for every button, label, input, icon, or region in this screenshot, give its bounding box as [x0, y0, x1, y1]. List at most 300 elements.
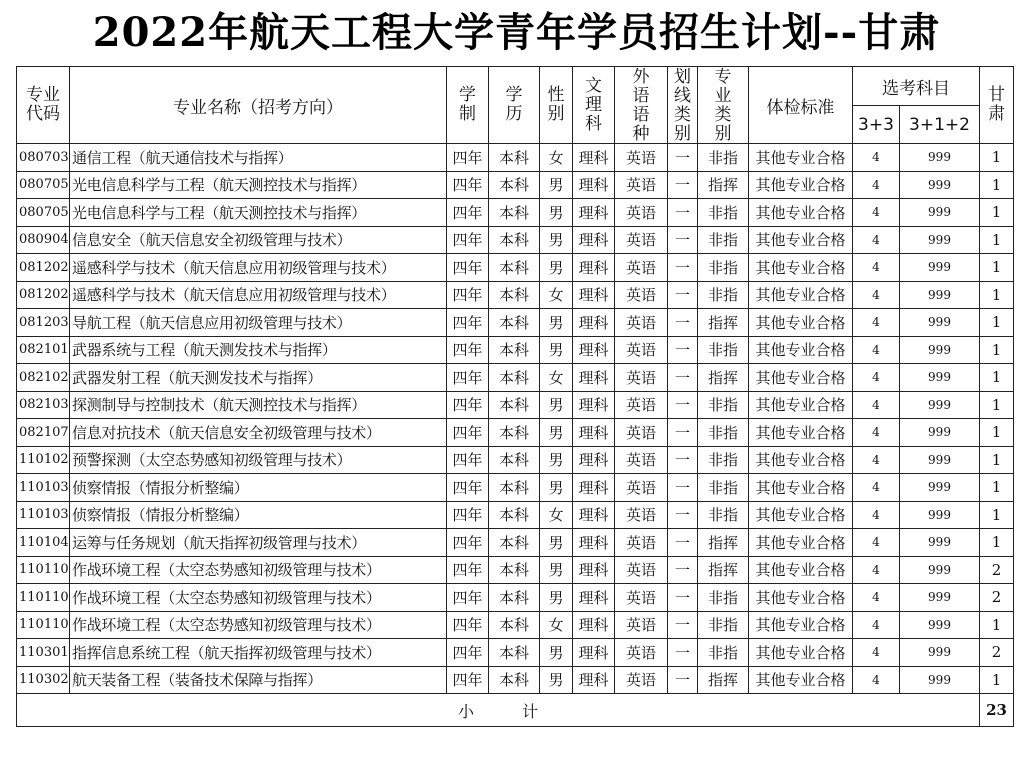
- cell-batch: 一: [668, 364, 698, 392]
- cell-duration: 四年: [447, 226, 489, 254]
- cell-code: 081202: [17, 281, 70, 309]
- cell-track: 理科: [573, 391, 615, 419]
- table-row: [17, 501, 1014, 529]
- cell-subj-3-1-2: 999: [900, 501, 980, 529]
- cell-degree: 本科: [489, 171, 540, 199]
- cell-batch: 一: [668, 281, 698, 309]
- cell-code: 110302: [17, 666, 70, 694]
- cell-name: 武器系统与工程（航天测发技术与指挥）: [70, 336, 447, 364]
- cell-name: 指挥信息系统工程（航天指挥初级管理与技术）: [70, 639, 447, 667]
- cell-physical: 其他专业合格: [749, 556, 853, 584]
- cell-degree: 本科: [489, 501, 540, 529]
- cell-duration: 四年: [447, 446, 489, 474]
- cell-degree: 本科: [489, 199, 540, 227]
- table-row: [17, 364, 1014, 392]
- cell-category: 非指: [698, 419, 749, 447]
- cell-gender: 男: [540, 584, 573, 612]
- table-row: [17, 391, 1014, 419]
- cell-subj-3-1-2: 999: [900, 199, 980, 227]
- header-batch: [668, 67, 698, 144]
- cell-subj-3-1-2: 999: [900, 611, 980, 639]
- cell-category: 非指: [698, 446, 749, 474]
- cell-code: 082102: [17, 364, 70, 392]
- table-row: [17, 309, 1014, 337]
- cell-duration: 四年: [447, 364, 489, 392]
- cell-subj-3-1-2: 999: [900, 529, 980, 557]
- cell-quota: 1: [980, 281, 1014, 309]
- header-gender: [540, 67, 573, 144]
- cell-language: 英语: [615, 281, 668, 309]
- cell-degree: 本科: [489, 556, 540, 584]
- subtotal-label: [17, 694, 980, 727]
- cell-physical: 其他专业合格: [749, 501, 853, 529]
- cell-duration: 四年: [447, 529, 489, 557]
- cell-subj-3-3: 4: [853, 584, 900, 612]
- cell-batch: 一: [668, 446, 698, 474]
- cell-category: 非指: [698, 336, 749, 364]
- cell-subj-3-1-2: 999: [900, 144, 980, 172]
- cell-subj-3-3: 4: [853, 529, 900, 557]
- cell-gender: 男: [540, 171, 573, 199]
- cell-gender: 男: [540, 666, 573, 694]
- header-track: [573, 67, 615, 144]
- cell-name: 通信工程（航天通信技术与指挥）: [70, 144, 447, 172]
- cell-category: 非指: [698, 584, 749, 612]
- table-row: [17, 584, 1014, 612]
- cell-batch: 一: [668, 501, 698, 529]
- cell-gender: 男: [540, 419, 573, 447]
- cell-subj-3-3: 4: [853, 446, 900, 474]
- cell-physical: 其他专业合格: [749, 364, 853, 392]
- header-code-line1: 专业: [26, 85, 60, 105]
- cell-name: 光电信息科学与工程（航天测控技术与指挥）: [70, 171, 447, 199]
- cell-track: 理科: [573, 419, 615, 447]
- cell-gender: 男: [540, 556, 573, 584]
- cell-code: 082101: [17, 336, 70, 364]
- header-language-clip: [615, 68, 667, 142]
- cell-language: 英语: [615, 639, 668, 667]
- header-name: 专业名称（招考方向）: [70, 67, 447, 144]
- cell-subj-3-1-2: 999: [900, 309, 980, 337]
- cell-duration: 四年: [447, 281, 489, 309]
- cell-duration: 四年: [447, 144, 489, 172]
- cell-category: 非指: [698, 254, 749, 282]
- cell-subj-3-1-2: 999: [900, 556, 980, 584]
- cell-subj-3-3: 4: [853, 281, 900, 309]
- cell-subj-3-3: 4: [853, 639, 900, 667]
- cell-code: 081202: [17, 254, 70, 282]
- cell-quota: 1: [980, 199, 1014, 227]
- cell-physical: 其他专业合格: [749, 666, 853, 694]
- cell-batch: 一: [668, 391, 698, 419]
- cell-subj-3-1-2: 999: [900, 254, 980, 282]
- cell-name: 遥感科学与技术（航天信息应用初级管理与技术）: [70, 281, 447, 309]
- cell-subj-3-1-2: 999: [900, 364, 980, 392]
- header-category-line3: 类: [714, 105, 732, 125]
- cell-language: 英语: [615, 474, 668, 502]
- table-row: [17, 611, 1014, 639]
- header-category-line2: 业: [714, 86, 732, 106]
- header-duration-line1: 学: [459, 85, 476, 105]
- cell-language: 英语: [615, 584, 668, 612]
- cell-subj-3-3: 4: [853, 336, 900, 364]
- header-language-line1: 外: [632, 68, 650, 87]
- cell-name: 导航工程（航天信息应用初级管理与技术）: [70, 309, 447, 337]
- cell-degree: 本科: [489, 281, 540, 309]
- cell-subj-3-1-2: 999: [900, 474, 980, 502]
- header-subj-3-3: 3+3: [853, 106, 900, 144]
- cell-degree: 本科: [489, 639, 540, 667]
- cell-duration: 四年: [447, 199, 489, 227]
- cell-language: 英语: [615, 446, 668, 474]
- header-subjects-group: 选考科目: [853, 67, 980, 106]
- cell-gender: 女: [540, 611, 573, 639]
- cell-category: 指挥: [698, 666, 749, 694]
- cell-language: 英语: [615, 336, 668, 364]
- header-duration-line2: 制: [459, 104, 476, 124]
- cell-subj-3-1-2: 999: [900, 584, 980, 612]
- cell-subj-3-3: 4: [853, 171, 900, 199]
- header-quota-line2: 肃: [988, 104, 1005, 124]
- header-batch-line1: 划: [674, 68, 691, 87]
- cell-batch: 一: [668, 419, 698, 447]
- header-language-line2: 语: [632, 86, 650, 106]
- cell-gender: 男: [540, 446, 573, 474]
- cell-code: 110110: [17, 611, 70, 639]
- cell-degree: 本科: [489, 226, 540, 254]
- header-language-line3: 语: [632, 105, 650, 125]
- cell-batch: 一: [668, 199, 698, 227]
- cell-name: 预警探测（太空态势感知初级管理与技术）: [70, 446, 447, 474]
- cell-category: 指挥: [698, 556, 749, 584]
- cell-category: 指挥: [698, 171, 749, 199]
- cell-quota: 1: [980, 391, 1014, 419]
- cell-duration: 四年: [447, 556, 489, 584]
- cell-degree: 本科: [489, 446, 540, 474]
- header-duration: [447, 67, 489, 144]
- cell-gender: 女: [540, 501, 573, 529]
- table-row: [17, 226, 1014, 254]
- cell-physical: 其他专业合格: [749, 144, 853, 172]
- cell-batch: 一: [668, 556, 698, 584]
- table-row: [17, 171, 1014, 199]
- cell-quota: 1: [980, 419, 1014, 447]
- cell-category: 非指: [698, 226, 749, 254]
- cell-name: 遥感科学与技术（航天信息应用初级管理与技术）: [70, 254, 447, 282]
- cell-name: 探测制导与控制技术（航天测控技术与指挥）: [70, 391, 447, 419]
- cell-degree: 本科: [489, 144, 540, 172]
- header-track-line3: 科: [585, 113, 602, 134]
- cell-language: 英语: [615, 611, 668, 639]
- cell-subj-3-3: 4: [853, 474, 900, 502]
- cell-gender: 男: [540, 254, 573, 282]
- cell-subj-3-1-2: 999: [900, 446, 980, 474]
- cell-category: 指挥: [698, 529, 749, 557]
- table-row: [17, 529, 1014, 557]
- header-batch-line3: 类: [674, 105, 691, 125]
- cell-language: 英语: [615, 666, 668, 694]
- cell-batch: 一: [668, 474, 698, 502]
- cell-subj-3-1-2: 999: [900, 226, 980, 254]
- cell-subj-3-1-2: 999: [900, 281, 980, 309]
- cell-track: 理科: [573, 199, 615, 227]
- cell-degree: 本科: [489, 309, 540, 337]
- cell-code: 110103: [17, 474, 70, 502]
- cell-language: 英语: [615, 226, 668, 254]
- cell-quota: 1: [980, 336, 1014, 364]
- header-language-line4: 种: [632, 124, 650, 142]
- header-category: [698, 67, 749, 144]
- cell-language: 英语: [615, 556, 668, 584]
- cell-track: 理科: [573, 446, 615, 474]
- cell-code: 110110: [17, 556, 70, 584]
- cell-name: 信息安全（航天信息安全初级管理与技术）: [70, 226, 447, 254]
- cell-name: 航天装备工程（装备技术保障与指挥）: [70, 666, 447, 694]
- cell-degree: 本科: [489, 474, 540, 502]
- cell-track: 理科: [573, 254, 615, 282]
- cell-degree: 本科: [489, 391, 540, 419]
- cell-physical: 其他专业合格: [749, 391, 853, 419]
- cell-physical: 其他专业合格: [749, 474, 853, 502]
- header-quota: [980, 67, 1014, 144]
- cell-subj-3-3: 4: [853, 501, 900, 529]
- cell-quota: 1: [980, 254, 1014, 282]
- cell-gender: 女: [540, 281, 573, 309]
- cell-batch: 一: [668, 639, 698, 667]
- cell-duration: 四年: [447, 419, 489, 447]
- header-category-line4: 别: [714, 124, 732, 142]
- table-row: [17, 419, 1014, 447]
- cell-subj-3-1-2: 999: [900, 639, 980, 667]
- cell-category: 非指: [698, 281, 749, 309]
- cell-track: 理科: [573, 501, 615, 529]
- cell-duration: 四年: [447, 611, 489, 639]
- cell-subj-3-3: 4: [853, 226, 900, 254]
- cell-duration: 四年: [447, 336, 489, 364]
- cell-name: 侦察情报（情报分析整编）: [70, 474, 447, 502]
- cell-gender: 男: [540, 529, 573, 557]
- cell-subj-3-3: 4: [853, 391, 900, 419]
- cell-batch: 一: [668, 584, 698, 612]
- cell-degree: 本科: [489, 336, 540, 364]
- cell-track: 理科: [573, 529, 615, 557]
- cell-name: 运筹与任务规划（航天指挥初级管理与技术）: [70, 529, 447, 557]
- header-subj-3-1-2: 3+1+2: [900, 106, 980, 144]
- cell-track: 理科: [573, 281, 615, 309]
- cell-track: 理科: [573, 364, 615, 392]
- cell-code: 080904: [17, 226, 70, 254]
- cell-track: 理科: [573, 611, 615, 639]
- cell-degree: 本科: [489, 364, 540, 392]
- table-row: [17, 666, 1014, 694]
- cell-degree: 本科: [489, 254, 540, 282]
- cell-batch: 一: [668, 309, 698, 337]
- subtotal-row: [17, 694, 1014, 727]
- cell-code: 082103: [17, 391, 70, 419]
- cell-gender: 男: [540, 639, 573, 667]
- cell-physical: 其他专业合格: [749, 639, 853, 667]
- cell-batch: 一: [668, 611, 698, 639]
- table-row: [17, 446, 1014, 474]
- cell-duration: 四年: [447, 171, 489, 199]
- cell-language: 英语: [615, 419, 668, 447]
- cell-quota: 1: [980, 529, 1014, 557]
- cell-subj-3-3: 4: [853, 199, 900, 227]
- cell-quota: 2: [980, 556, 1014, 584]
- cell-physical: 其他专业合格: [749, 254, 853, 282]
- cell-language: 英语: [615, 309, 668, 337]
- header-gender-line2: 别: [547, 104, 565, 124]
- cell-code: 110110: [17, 584, 70, 612]
- cell-physical: 其他专业合格: [749, 199, 853, 227]
- cell-physical: 其他专业合格: [749, 529, 853, 557]
- table-row: [17, 199, 1014, 227]
- cell-track: 理科: [573, 336, 615, 364]
- cell-quota: 1: [980, 446, 1014, 474]
- cell-code: 110104: [17, 529, 70, 557]
- cell-category: 非指: [698, 391, 749, 419]
- cell-physical: 其他专业合格: [749, 419, 853, 447]
- cell-category: 指挥: [698, 309, 749, 337]
- cell-language: 英语: [615, 171, 668, 199]
- cell-quota: 1: [980, 666, 1014, 694]
- cell-track: 理科: [573, 171, 615, 199]
- cell-category: 指挥: [698, 364, 749, 392]
- cell-physical: 其他专业合格: [749, 446, 853, 474]
- cell-subj-3-3: 4: [853, 364, 900, 392]
- cell-code: 110103: [17, 501, 70, 529]
- cell-code: 080703: [17, 144, 70, 172]
- cell-quota: 1: [980, 171, 1014, 199]
- cell-category: 非指: [698, 611, 749, 639]
- cell-subj-3-1-2: 999: [900, 666, 980, 694]
- cell-language: 英语: [615, 199, 668, 227]
- cell-batch: 一: [668, 254, 698, 282]
- cell-physical: 其他专业合格: [749, 226, 853, 254]
- cell-physical: 其他专业合格: [749, 584, 853, 612]
- cell-language: 英语: [615, 501, 668, 529]
- cell-subj-3-3: 4: [853, 254, 900, 282]
- cell-duration: 四年: [447, 666, 489, 694]
- table-row: [17, 336, 1014, 364]
- cell-subj-3-3: 4: [853, 419, 900, 447]
- cell-degree: 本科: [489, 666, 540, 694]
- cell-language: 英语: [615, 391, 668, 419]
- cell-category: 非指: [698, 474, 749, 502]
- cell-gender: 男: [540, 226, 573, 254]
- header-code-line2: 代码: [26, 104, 60, 124]
- cell-quota: 2: [980, 639, 1014, 667]
- subtotal-label-text: 小计: [457, 701, 586, 721]
- subtotal-total: 23: [980, 694, 1014, 727]
- cell-name: 光电信息科学与工程（航天测控技术与指挥）: [70, 199, 447, 227]
- cell-subj-3-3: 4: [853, 611, 900, 639]
- cell-batch: 一: [668, 226, 698, 254]
- cell-quota: 1: [980, 474, 1014, 502]
- cell-gender: 男: [540, 199, 573, 227]
- cell-quota: 1: [980, 501, 1014, 529]
- cell-duration: 四年: [447, 474, 489, 502]
- cell-batch: 一: [668, 171, 698, 199]
- cell-gender: 男: [540, 474, 573, 502]
- enrollment-plan-table: [16, 66, 1014, 727]
- header-batch-clip: [668, 68, 697, 142]
- cell-name: 信息对抗技术（航天信息安全初级管理与技术）: [70, 419, 447, 447]
- header-degree-line1: 学: [505, 85, 523, 105]
- cell-subj-3-3: 4: [853, 144, 900, 172]
- cell-quota: 1: [980, 144, 1014, 172]
- cell-category: 非指: [698, 199, 749, 227]
- cell-degree: 本科: [489, 584, 540, 612]
- cell-batch: 一: [668, 666, 698, 694]
- cell-gender: 女: [540, 364, 573, 392]
- header-code: [17, 67, 70, 144]
- cell-code: 110301: [17, 639, 70, 667]
- cell-category: 非指: [698, 144, 749, 172]
- header-physical: 体检标准: [749, 67, 853, 144]
- header-quota-line1: 甘: [988, 85, 1005, 105]
- header-batch-line2: 线: [674, 86, 691, 106]
- cell-track: 理科: [573, 144, 615, 172]
- cell-duration: 四年: [447, 501, 489, 529]
- header-gender-line1: 性: [547, 85, 565, 105]
- table-row: [17, 144, 1014, 172]
- cell-gender: 男: [540, 391, 573, 419]
- cell-quota: 1: [980, 364, 1014, 392]
- table-row: [17, 639, 1014, 667]
- cell-gender: 男: [540, 336, 573, 364]
- cell-code: 110102: [17, 446, 70, 474]
- cell-language: 英语: [615, 364, 668, 392]
- cell-quota: 1: [980, 309, 1014, 337]
- cell-name: 作战环境工程（太空态势感知初级管理与技术）: [70, 584, 447, 612]
- cell-degree: 本科: [489, 611, 540, 639]
- cell-duration: 四年: [447, 584, 489, 612]
- cell-duration: 四年: [447, 309, 489, 337]
- cell-duration: 四年: [447, 391, 489, 419]
- cell-subj-3-1-2: 999: [900, 391, 980, 419]
- cell-degree: 本科: [489, 529, 540, 557]
- table-body: [17, 144, 1014, 694]
- cell-quota: 1: [980, 226, 1014, 254]
- cell-subj-3-1-2: 999: [900, 419, 980, 447]
- page-title: 2022年航天工程大学青年学员招生计划--甘肃: [92, 9, 941, 56]
- header-track-line1: 文: [585, 75, 602, 96]
- header-track-line2: 理: [585, 94, 602, 115]
- cell-code: 080705: [17, 199, 70, 227]
- table-row: [17, 281, 1014, 309]
- cell-code: 080705: [17, 171, 70, 199]
- cell-batch: 一: [668, 336, 698, 364]
- cell-subj-3-3: 4: [853, 309, 900, 337]
- table-row: [17, 474, 1014, 502]
- cell-subj-3-1-2: 999: [900, 336, 980, 364]
- cell-name: 武器发射工程（航天测发技术与指挥）: [70, 364, 447, 392]
- cell-track: 理科: [573, 666, 615, 694]
- header-category-line1: 专: [714, 68, 732, 87]
- cell-physical: 其他专业合格: [749, 336, 853, 364]
- cell-track: 理科: [573, 639, 615, 667]
- cell-batch: 一: [668, 529, 698, 557]
- cell-track: 理科: [573, 556, 615, 584]
- header-degree: [489, 67, 540, 144]
- cell-language: 英语: [615, 254, 668, 282]
- cell-physical: 其他专业合格: [749, 611, 853, 639]
- cell-name: 侦察情报（情报分析整编）: [70, 501, 447, 529]
- header-batch-line4: 别: [674, 124, 691, 142]
- cell-track: 理科: [573, 309, 615, 337]
- header-language: [615, 67, 668, 144]
